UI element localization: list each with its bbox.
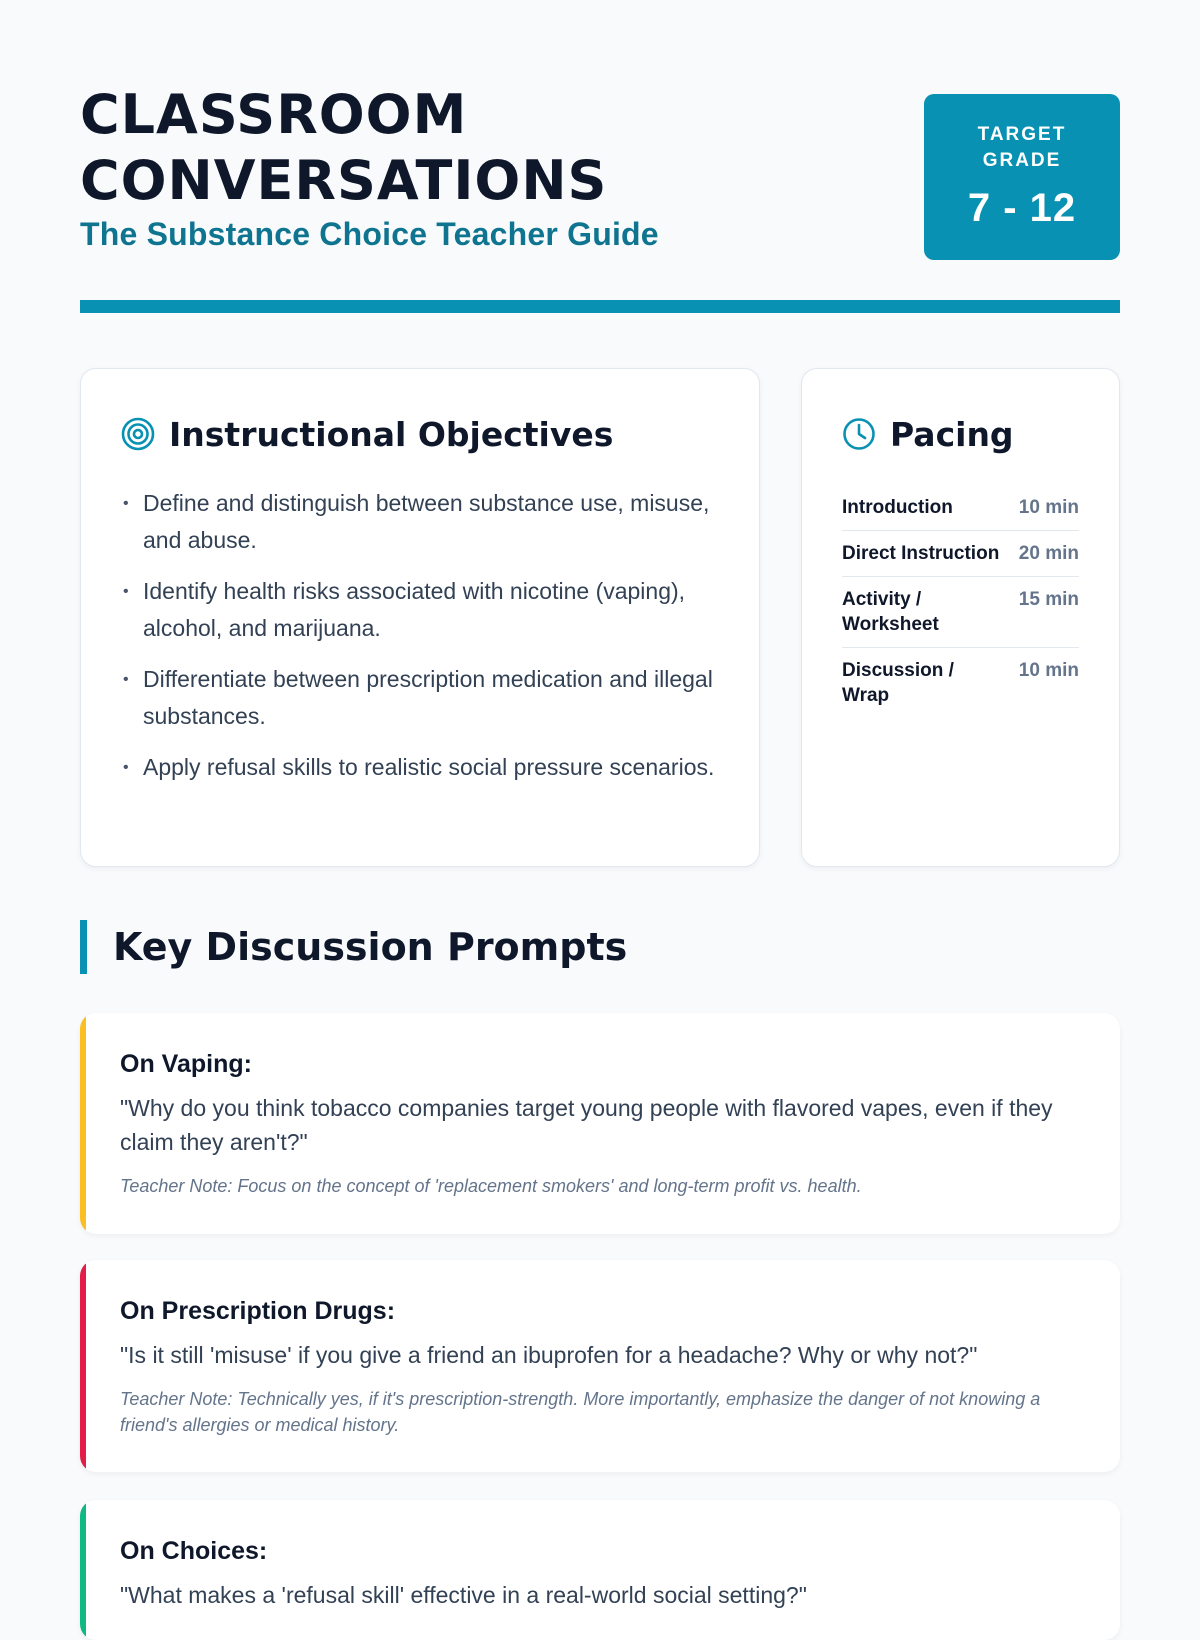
list-item xyxy=(121,749,719,786)
bullet-icon: • xyxy=(123,759,129,776)
prompt-question: "Is it still 'misuse' if you give a friend an ibuprofen for a headache? Why or why not?" xyxy=(120,1342,978,1368)
pacing-label: Activity / Worksheet xyxy=(842,589,939,635)
prompt-accent-bar xyxy=(80,1500,86,1640)
objective-text: Differentiate between prescription medication and illegal substances. xyxy=(143,666,713,729)
pacing-time: 10 min xyxy=(1018,660,1079,681)
title-line-2: CONVERSATIONS xyxy=(80,149,608,212)
prompt-accent-bar xyxy=(80,1013,86,1234)
pacing-label: Direct Instruction xyxy=(842,543,1000,564)
pacing-row xyxy=(842,577,1079,648)
pacing-time: 10 min xyxy=(1018,497,1079,518)
prompt-card-choices xyxy=(80,1500,1120,1640)
prompt-card-prescription xyxy=(80,1260,1120,1472)
page-subtitle: The Substance Choice Teacher Guide xyxy=(80,216,659,252)
pacing-row xyxy=(842,485,1079,531)
teacher-note: Teacher Note: Focus on the concept of 'replacement smokers' and long-term profit vs. health. xyxy=(120,1176,862,1196)
pacing-header xyxy=(842,409,1079,459)
header xyxy=(80,82,1120,312)
pacing-time: 20 min xyxy=(1018,543,1079,564)
pacing-row xyxy=(842,531,1079,577)
objectives-list xyxy=(121,485,719,786)
pacing-title: Pacing xyxy=(890,414,1014,454)
grade-badge xyxy=(924,94,1120,260)
grade-badge-value: 7 - 12 xyxy=(967,186,1077,230)
pacing-label: Discussion / Wrap xyxy=(842,660,954,706)
page-title xyxy=(80,82,800,214)
prompt-question: "Why do you think tobacco companies target young people with flavored vapes, even if they claim they aren't?" xyxy=(120,1095,1053,1155)
pacing-row xyxy=(842,648,1079,718)
grade-badge-label: TARGET GRADE xyxy=(977,124,1067,171)
clock-icon xyxy=(842,417,876,451)
pacing-label: Introduction xyxy=(842,497,953,518)
objective-text: Identify health risks associated with nicotine (vaping), alcohol, and marijuana. xyxy=(143,578,686,641)
list-item xyxy=(121,661,719,735)
objectives-header xyxy=(121,409,719,459)
prompt-question: "What makes a 'refusal skill' effective in a real-world social setting?" xyxy=(120,1582,807,1608)
prompt-title: On Choices: xyxy=(120,1537,268,1565)
objective-text: Apply refusal skills to realistic social pressure scenarios. xyxy=(143,754,715,780)
prompt-accent-bar xyxy=(80,1260,86,1472)
list-item xyxy=(121,485,719,559)
objectives-card xyxy=(80,368,760,867)
pacing-time: 15 min xyxy=(1018,589,1079,610)
objective-text: Define and distinguish between substance use, misuse, and abuse. xyxy=(143,490,710,553)
bullet-icon: • xyxy=(123,583,129,600)
bullet-icon: • xyxy=(123,671,129,688)
pacing-card xyxy=(801,368,1120,867)
title-line-1: CLASSROOM xyxy=(80,83,468,146)
prompt-title: On Prescription Drugs: xyxy=(120,1297,396,1325)
pacing-list xyxy=(842,485,1079,718)
bullet-icon: • xyxy=(123,495,129,512)
teacher-note: Teacher Note: Technically yes, if it's prescription-strength. More importantly, emphasize the danger of not knowing a friend's allergies or medical history. xyxy=(120,1389,1041,1435)
prompt-card-vaping xyxy=(80,1013,1120,1234)
list-item xyxy=(121,573,719,647)
prompt-title: On Vaping: xyxy=(120,1050,252,1078)
target-icon xyxy=(121,417,155,451)
discussion-prompts-heading: Key Discussion Prompts xyxy=(80,920,627,974)
objectives-title: Instructional Objectives xyxy=(169,414,614,454)
header-divider xyxy=(80,300,1120,313)
